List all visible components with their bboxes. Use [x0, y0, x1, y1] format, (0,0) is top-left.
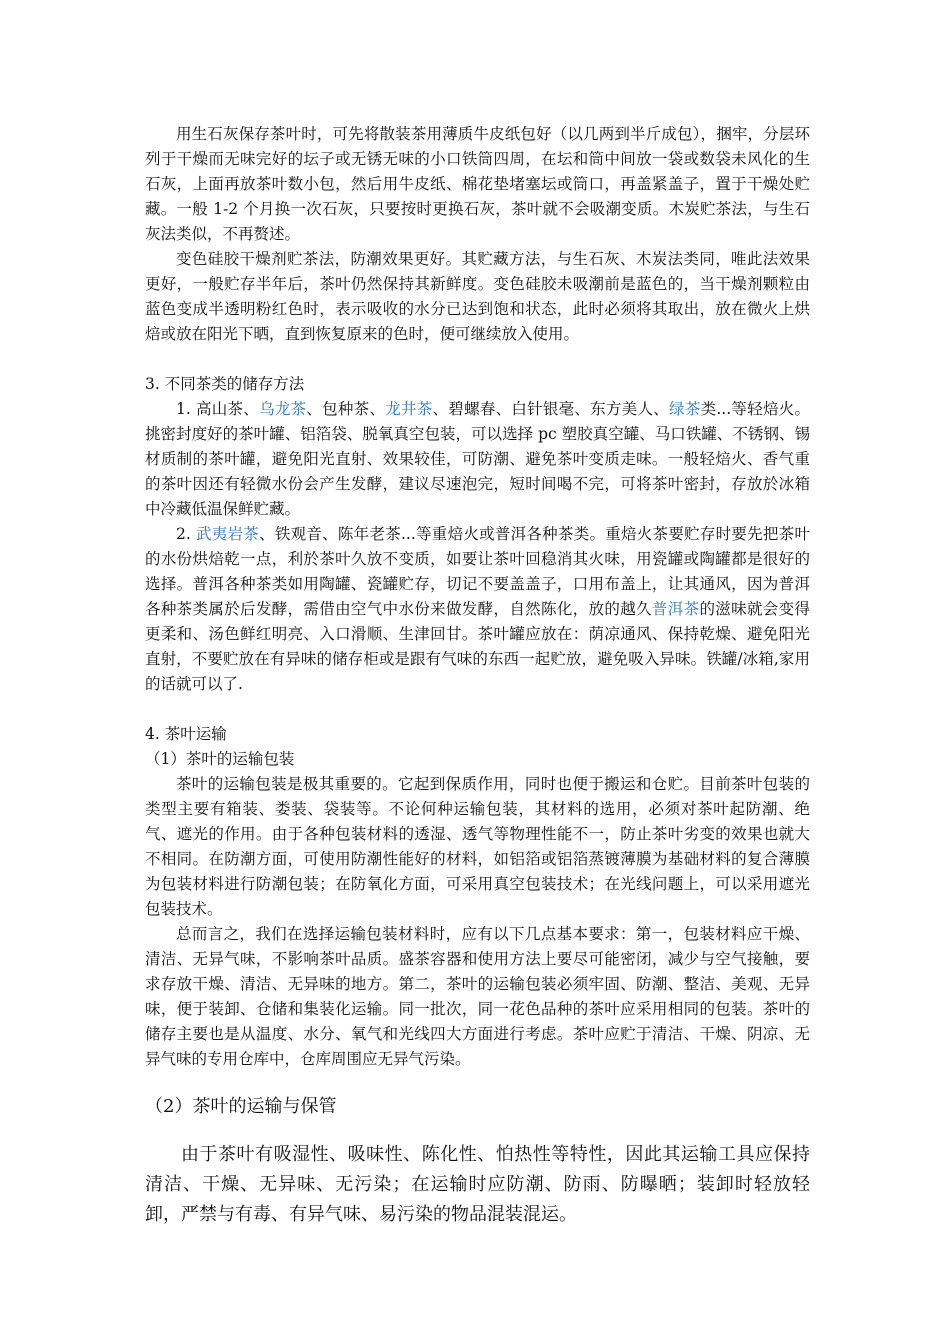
link-oolong-tea[interactable]: 乌龙茶	[259, 400, 307, 418]
section-3-item-2	[145, 522, 810, 697]
link-green-tea[interactable]: 绿茶	[669, 400, 701, 418]
link-wuyi-rock-tea[interactable]: 武夷岩茶	[195, 525, 260, 543]
item-1-text: 类...等轻焙火。挑密封度好的茶叶罐、铝箔袋、脱氧真空包装，可以选择 pc 塑胶真空罐、马口铁罐、不锈钢、锡材质制的茶叶罐，避免阳光直射、效果较佳，可防潮、避免茶叶变质走味。一般轻焙火、香气重的茶叶因还有轻微水份会产生发酵，建议尽速泡完，短时间喝不完，可将茶叶密封，存放於冰箱中冷藏低温保鲜贮藏。	[145, 400, 810, 518]
section-3-heading: 3. 不同茶类的储存方法	[145, 375, 305, 393]
paragraph-packaging-requirements: 总而言之，我们在选择运输包装材料时，应有以下几点基本要求：第一，包装材料应干燥、清洁、无异气味，不影响茶叶品质。盛茶容器和使用方法上要尽可能密闭，减少与空气接触，要求存放干燥、清洁、无异味的地方。第二，茶叶的运输包装必须牢固、防潮、整洁、美观、无异味，便于装卸、仓储和集装化运输。同一批次，同一花色品种的茶叶应采用相同的包装。茶叶的储存主要也是从温度、水分、氧气和光线四大方面进行考虑。茶叶应贮于清洁、干燥、阴凉、无异气味的专用仓库中，仓库周围应无异气污染。	[145, 925, 810, 1068]
section-3-item-1	[145, 397, 810, 522]
item-2-prefix: 2.	[176, 525, 196, 543]
subsection-1-heading: （1）茶叶的运输包装	[145, 750, 295, 768]
section-3	[145, 372, 810, 697]
intro-section	[145, 122, 810, 347]
section-4-heading: 4. 茶叶运输	[145, 725, 227, 743]
subsection-2-heading: （2）茶叶的运输与保管	[145, 1096, 337, 1117]
paragraph-transport-storage: 由于茶叶有吸湿性、吸味性、陈化性、怕热性等特性，因此其运输工具应保持清洁、干燥、无异味、无污染；在运输时应防潮、防雨、防曝晒；装卸时轻放轻卸，严禁与有毒、有异气味、易污染的物品混装混运。	[145, 1144, 810, 1225]
section-4	[145, 722, 810, 1072]
link-longjing-tea[interactable]: 龙井茶	[385, 400, 433, 418]
paragraph-transport-packaging: 茶叶的运输包装是极其重要的。它起到保质作用，同时也便于搬运和仓贮。目前茶叶包装的类型主要有箱装、娄装、袋装等。不论何种运输包装，其材料的选用，必须对茶叶起防潮、绝气、遮光的作用。由于各种包装材料的透湿、透气等物理性能不一，防止茶叶劣变的效果也就大不相同。在防潮方面，可使用防潮性能好的材料，如铝箔或铝箔蒸镀薄膜为基础材料的复合薄膜为包装材料进行防潮包装；在防氧化方面，可采用真空包装技术；在光线问题上，可以采用遮光包装技术。	[145, 775, 810, 918]
item-1-text: 、碧螺春、白针银毫、东方美人、	[432, 400, 670, 418]
paragraph-quicklime-storage: 用生石灰保存茶叶时，可先将散装茶用薄质牛皮纸包好（以几两到半斤成包），捆牢，分层环列于干燥而无味完好的坛子或无锈无味的小口铁筒四周，在坛和筒中间放一袋或数袋未风化的生石灰，上面再放茶叶数小包，然后用牛皮纸、棉花垫堵塞坛或筒口，再盖紧盖子，置于干燥处贮藏。一般 1-2 个月换一次石灰，只要按时更换石灰，茶叶就不会吸潮变质。木炭贮茶法，与生石灰法类似，不再赘述。	[145, 125, 810, 243]
item-1-text: 、包种茶、	[306, 400, 386, 418]
link-puer-tea[interactable]: 普洱茶	[651, 600, 700, 618]
paragraph-silica-gel-storage: 变色硅胶干燥剂贮茶法，防潮效果更好。其贮藏方法，与生石灰、木炭法类同，唯此法效果更好，一般贮存半年后，茶叶仍然保持其新鲜度。变色硅胶未吸潮前是蓝色的，当干燥剂颗粒由蓝色变成半透明粉红色时，表示吸收的水分已达到饱和状态，此时必须将其取出，放在微火上烘焙或放在阳光下晒，直到恢复原来的色时，便可继续放入使用。	[145, 250, 810, 343]
item-2-text: 、铁观音、陈年老茶...等重焙火或普洱各种茶类。重焙火茶要贮存时要先把茶叶的水份烘焙乾一点，利於茶叶久放不变质，如要让茶叶回稳消其火味，用瓷罐或陶罐都是很好的选择。普洱各种茶类如用陶罐、瓷罐贮存，切记不要盖盖子，口用布盖上，让其通风，因为普洱各种茶类属於后发酵，需借由空气中水份来做发酵，自然陈化，放的越久	[145, 525, 810, 618]
item-1-prefix: 1. 高山茶、	[176, 400, 260, 418]
subsection-2	[145, 1092, 810, 1230]
item-2-text: 的滋味就会变得更柔和、汤色鲜红明亮、入口滑顺、生津回甘。茶叶罐应放在：荫凉通风、保持乾燥、避免阳光直射，不要贮放在有异味的储存柜或是跟有气味的东西一起贮放，避免吸入异味。铁罐/冰箱,家用的话就可以了.	[145, 600, 810, 693]
